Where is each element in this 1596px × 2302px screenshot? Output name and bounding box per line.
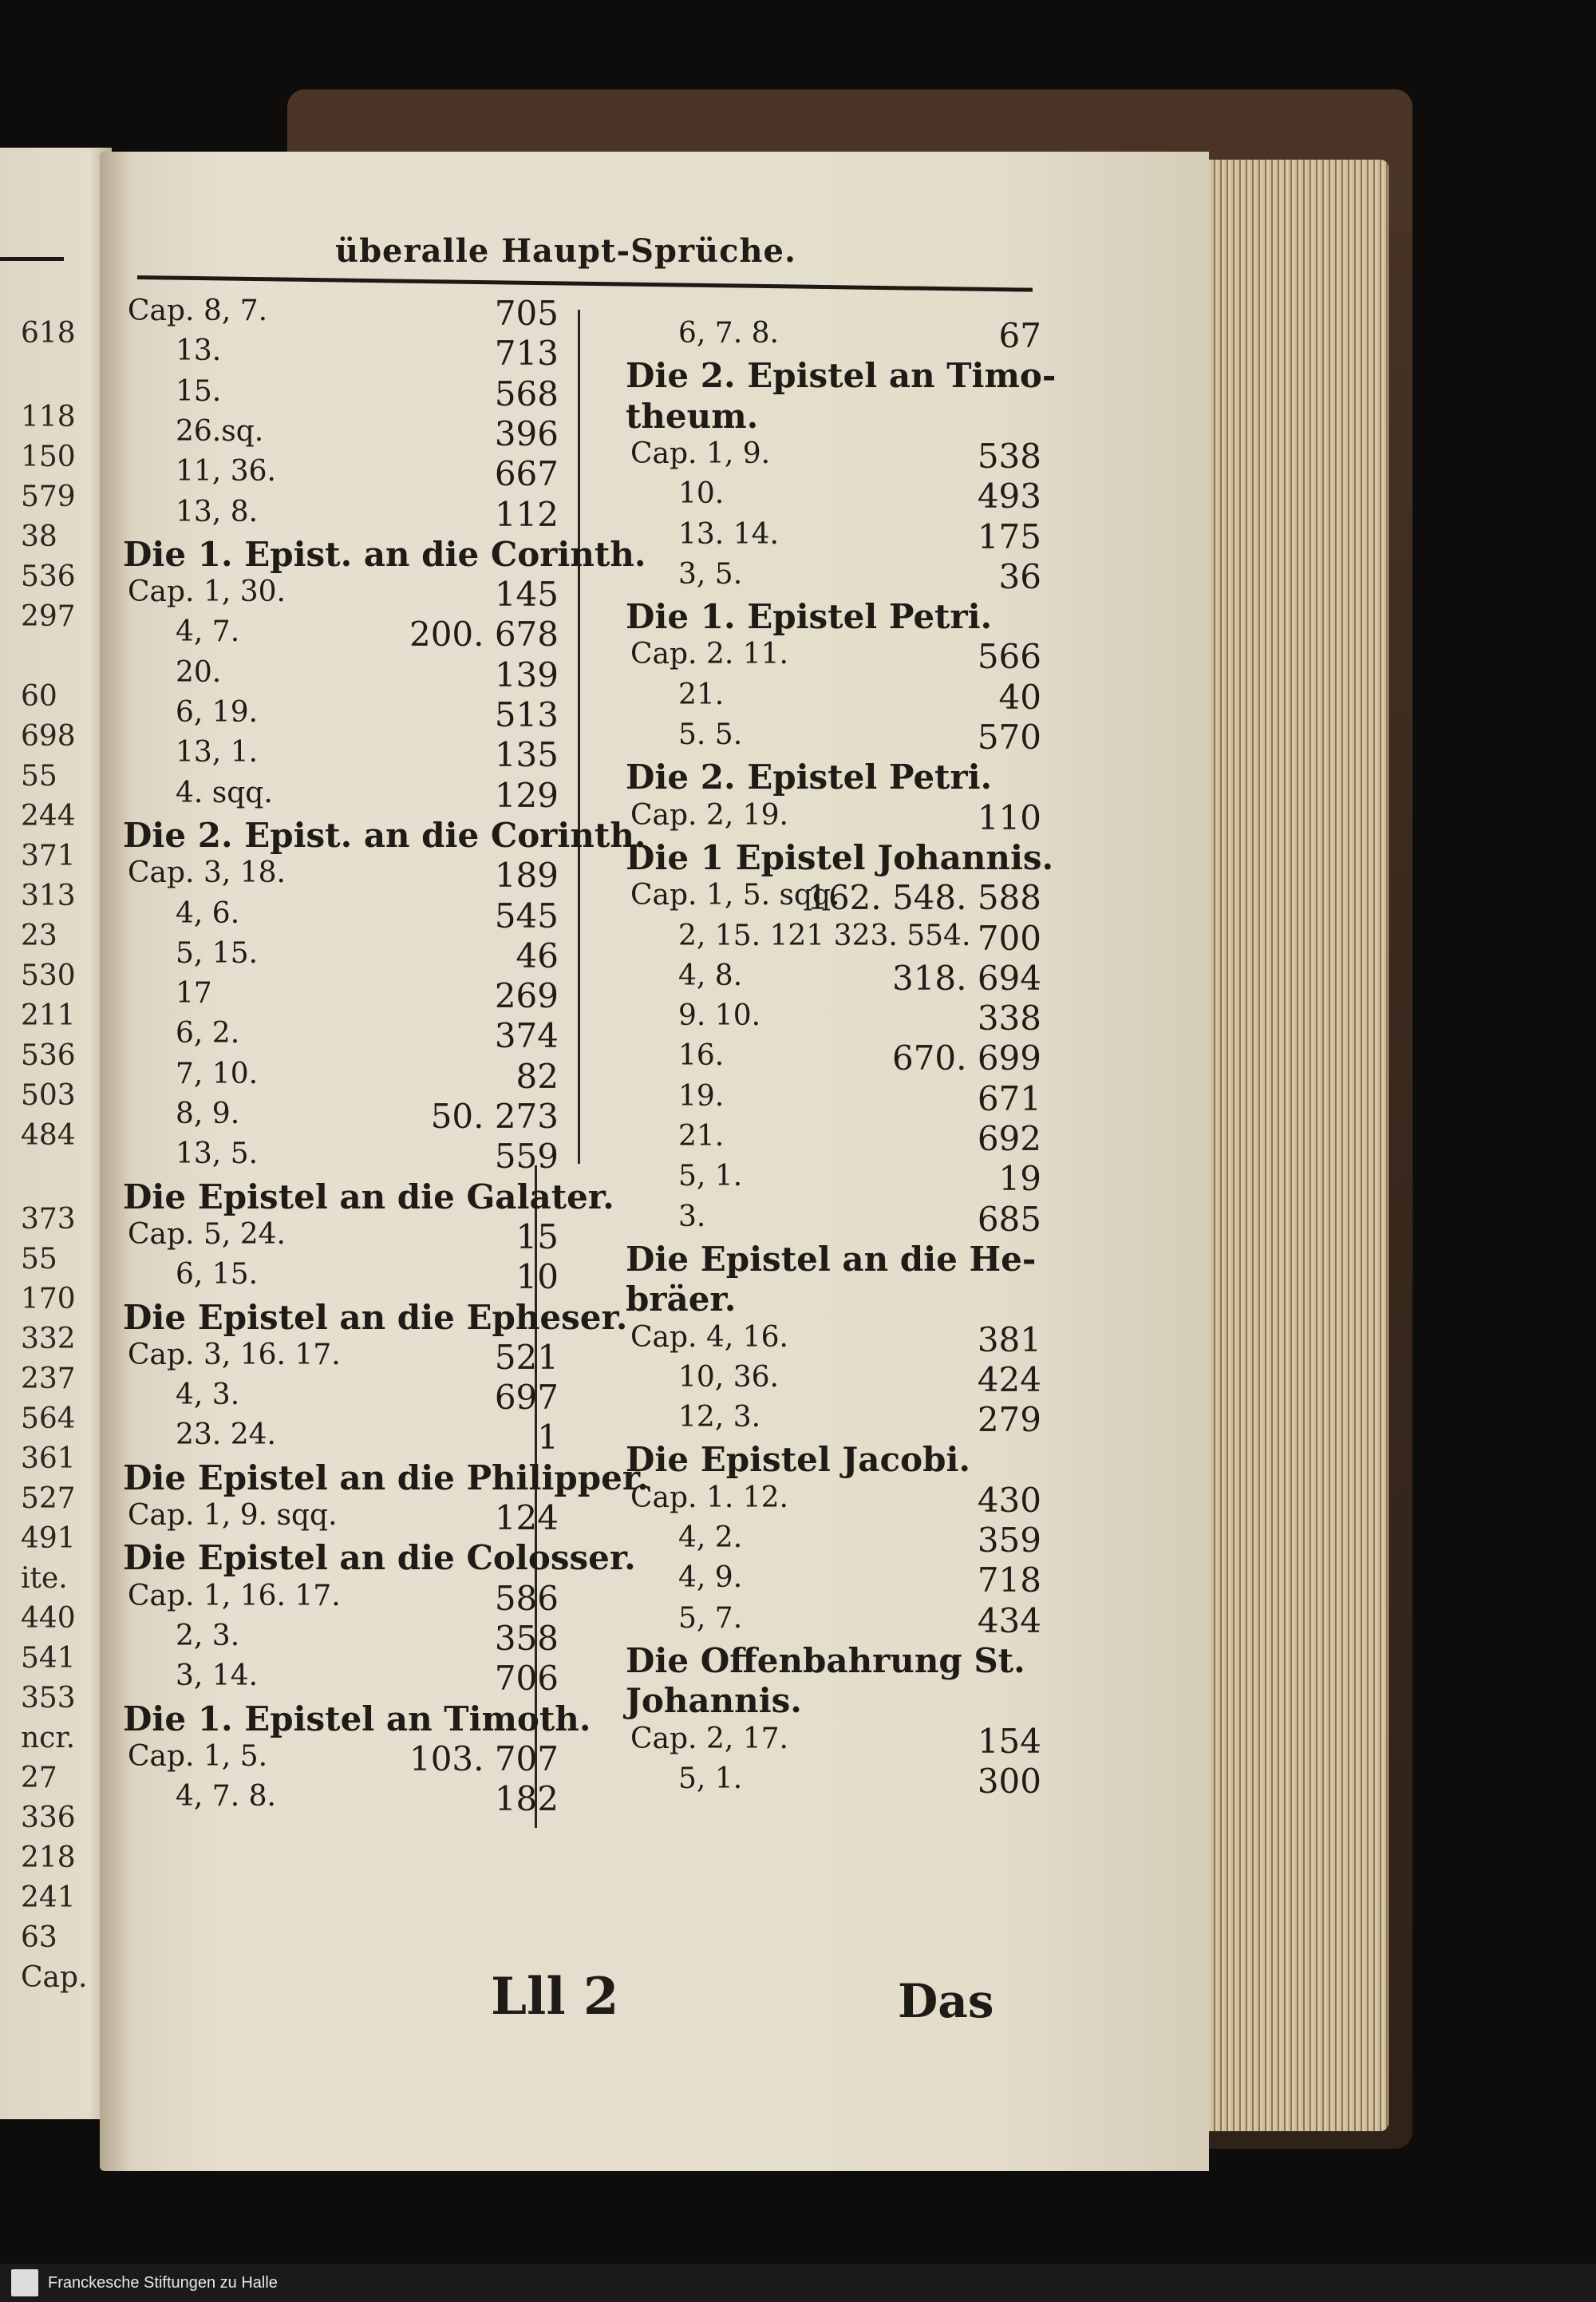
index-heading: Die Epistel Jacobi.: [626, 1440, 971, 1480]
page-reference: 568: [494, 374, 559, 413]
page-reference: 713: [494, 334, 559, 374]
index-heading: bräer.: [626, 1280, 737, 1319]
left-page-number: 244: [21, 800, 76, 833]
left-page-number: 503: [21, 1079, 76, 1112]
page-reference: 129: [494, 775, 559, 815]
page-reference: 670. 699: [891, 1038, 1041, 1078]
left-page-number: 332: [21, 1323, 76, 1355]
column-divider-top: [578, 310, 580, 1164]
index-entry: 2, 15. 121 323. 554.: [678, 919, 971, 952]
index-entry: 12, 3.: [678, 1401, 761, 1434]
index-entry: 19.: [678, 1079, 725, 1113]
page-reference: 67: [998, 316, 1041, 355]
index-entry: 5. 5.: [678, 718, 743, 751]
index-entry: 20.: [176, 655, 222, 689]
index-entry: 5, 1.: [678, 1762, 743, 1795]
page-reference: 124: [494, 1498, 559, 1537]
page-reference: 189: [494, 856, 559, 896]
page-reference: 103. 707: [409, 1738, 559, 1778]
page-reference: 318. 694: [891, 958, 1041, 998]
page-reference: 358: [494, 1618, 559, 1658]
page-reference: 424: [977, 1359, 1041, 1399]
page-reference: 570: [977, 718, 1041, 757]
index-entry: Cap. 1, 16. 17.: [128, 1579, 341, 1612]
page-reference: 374: [494, 1016, 559, 1056]
index-entry: 4, 9.: [678, 1561, 743, 1595]
left-page-number: 170: [21, 1283, 76, 1315]
index-entry: 16.: [678, 1039, 725, 1073]
page-reference: 19: [998, 1159, 1041, 1199]
index-entry: 5, 15.: [176, 936, 259, 970]
left-page-number: 211: [21, 999, 76, 1032]
left-page-number: 38: [21, 520, 57, 553]
index-heading: Die Offenbahrung St.: [626, 1640, 1025, 1680]
page-reference: 566: [977, 637, 1041, 677]
index-entry: 6, 2.: [176, 1017, 240, 1050]
index-entry: 8, 9.: [176, 1098, 240, 1130]
page-reference: 706: [494, 1659, 559, 1699]
page-reference: 381: [977, 1319, 1041, 1359]
index-entry: 6, 7. 8.: [678, 317, 779, 350]
left-page-number: 541: [21, 1642, 76, 1675]
attribution-text: Franckesche Stiftungen zu Halle: [48, 2274, 278, 2292]
index-entry: 6, 19.: [176, 696, 259, 729]
left-page-number: 361: [21, 1442, 76, 1475]
left-page-number: 241: [21, 1881, 76, 1914]
index-entry: 6, 15.: [176, 1258, 259, 1291]
index-entry: Cap. 3, 16. 17.: [128, 1338, 341, 1371]
index-heading: Johannis.: [626, 1681, 802, 1721]
index-entry: 10, 36.: [678, 1360, 779, 1394]
page-reference: 10: [516, 1257, 559, 1297]
index-entry: Cap. 8, 7.: [128, 295, 268, 327]
catchword: Das: [898, 1974, 994, 2028]
left-page-number: 527: [21, 1482, 76, 1515]
index-entry: 10.: [678, 477, 725, 511]
left-page-number: ite.: [21, 1562, 68, 1595]
left-page-number: 536: [21, 560, 76, 593]
index-entry: 26.sq.: [176, 414, 264, 448]
index-entry: 4, 6.: [176, 896, 240, 930]
institution-logo-icon: [11, 2269, 38, 2296]
index-entry: Cap. 1, 9.: [630, 437, 771, 470]
left-page-number: 218: [21, 1841, 76, 1874]
left-page-number: 336: [21, 1802, 76, 1834]
page-reference: 182: [494, 1779, 559, 1819]
index-entry: 21.: [678, 1120, 725, 1153]
index-entry: 4, 8.: [678, 959, 743, 992]
left-page-number: 237: [21, 1363, 76, 1395]
page-reference: 521: [494, 1337, 559, 1377]
index-entry: 5, 1.: [678, 1160, 743, 1193]
index-heading: Die Epistel an die Galater.: [123, 1177, 614, 1216]
left-page-number: 150: [21, 441, 76, 473]
page-reference: 36: [998, 556, 1041, 596]
index-entry: 13, 1.: [176, 736, 259, 769]
index-heading: Die 2. Epist. an die Corinth.: [123, 815, 646, 855]
page-reference: 269: [494, 976, 559, 1016]
index-entry: Cap. 2, 19.: [630, 798, 788, 832]
index-entry: 13, 8.: [176, 495, 259, 528]
left-page-number: 491: [21, 1522, 76, 1555]
left-page-number: 313: [21, 880, 76, 912]
index-heading: Die 1. Epistel an Timoth.: [123, 1699, 591, 1738]
index-entry: 17: [176, 977, 212, 1011]
index-entry: 2, 3.: [176, 1619, 240, 1652]
index-entry: 13. 14.: [678, 517, 779, 551]
left-page-number: 118: [21, 401, 76, 433]
page-reference: 50. 273: [430, 1097, 559, 1136]
left-page-number: 371: [21, 840, 76, 872]
page-reference: 110: [977, 797, 1041, 837]
left-page-number: 484: [21, 1119, 76, 1152]
index-heading: Die Epistel an die Philipper.: [123, 1458, 649, 1497]
page-reference: 705: [494, 294, 559, 333]
index-heading: Die Epistel an die Epheser.: [123, 1297, 628, 1337]
page-reference: 82: [516, 1056, 559, 1096]
index-entry: 4. sqq.: [176, 776, 273, 809]
index-heading: Die Epistel an die Colosser.: [123, 1538, 636, 1578]
index-entry: 4, 7.: [176, 615, 240, 649]
index-heading: Die 1. Epist. an die Corinth.: [123, 534, 646, 574]
index-entry: Cap. 1, 5.: [128, 1739, 268, 1773]
index-entry: 7, 10.: [176, 1057, 259, 1090]
page-reference: 586: [494, 1578, 559, 1618]
left-page-number: ncr.: [21, 1722, 76, 1754]
running-title: überalle Haupt-Sprüche.: [335, 232, 796, 270]
index-entry: 4, 2.: [678, 1521, 743, 1554]
page-reference: 175: [977, 516, 1041, 556]
left-page-number: 373: [21, 1203, 76, 1236]
left-page-number: 564: [21, 1402, 76, 1435]
page-reference: 338: [977, 999, 1041, 1038]
page-reference: 15: [516, 1216, 559, 1256]
page-reference: 538: [977, 436, 1041, 476]
page-reference: 145: [494, 575, 559, 615]
left-page-number: 55: [21, 1243, 57, 1276]
page-reference: 112: [494, 494, 559, 534]
page-reference: 559: [494, 1137, 559, 1177]
page-reference: 671: [977, 1078, 1041, 1118]
index-entry: 15.: [176, 374, 222, 408]
index-entry: Cap. 5, 24.: [128, 1217, 286, 1251]
index-entry: 11, 36.: [176, 455, 276, 488]
index-entry: Cap. 1, 30.: [128, 576, 286, 609]
signature-mark: Lll 2: [491, 1967, 619, 2027]
page-reference: 396: [494, 413, 559, 453]
index-entry: Cap. 4, 16.: [630, 1320, 788, 1354]
page-reference: 40: [998, 677, 1041, 717]
left-page-number: 23: [21, 920, 57, 952]
left-page-number: 579: [21, 481, 76, 513]
left-page-rule: [0, 257, 64, 261]
index-entry: 13.: [176, 334, 222, 368]
index-entry: 3.: [678, 1200, 706, 1233]
page-reference: 430: [977, 1480, 1041, 1520]
page-reference: 513: [494, 695, 559, 734]
left-page-number: 536: [21, 1039, 76, 1072]
page-reference: 135: [494, 735, 559, 775]
left-page-number: 27: [21, 1762, 57, 1794]
index-heading: Die 1 Epistel Johannis.: [626, 837, 1054, 877]
left-page-number: 698: [21, 720, 76, 753]
left-page-number: 297: [21, 600, 76, 633]
page-reference: 493: [977, 477, 1041, 516]
left-page-number: 63: [21, 1921, 57, 1954]
left-page-number: 55: [21, 760, 57, 793]
index-entry: Cap. 1, 9. sqq.: [128, 1499, 338, 1532]
index-heading: Die Epistel an die He-: [626, 1239, 1037, 1279]
left-page-number: 618: [21, 317, 76, 350]
index-heading: Die 1. Epistel Petri.: [626, 597, 993, 637]
index-entry: Cap. 2, 17.: [630, 1722, 788, 1755]
index-heading: theum.: [626, 396, 759, 436]
page-reference: 697: [494, 1378, 559, 1418]
index-entry: 5, 7.: [678, 1601, 743, 1635]
page-reference: 692: [977, 1119, 1041, 1158]
index-entry: 9. 10.: [678, 999, 761, 1033]
index-entry: Cap. 2. 11.: [630, 638, 788, 671]
index-entry: 23. 24.: [176, 1418, 276, 1452]
left-page-number: 353: [21, 1682, 76, 1715]
index-entry: 4, 3.: [176, 1378, 240, 1412]
page-reference: 200. 678: [409, 615, 559, 655]
page-reference: 139: [494, 655, 559, 694]
page-reference: 700: [977, 918, 1041, 958]
page-reference: 667: [494, 454, 559, 494]
page-reference: 162. 548. 588: [807, 878, 1041, 918]
page-reference: 434: [977, 1600, 1041, 1640]
index-entry: Cap. 3, 18.: [128, 856, 286, 890]
index-heading: Die 2. Epistel an Timo-: [626, 356, 1057, 396]
left-page-number: 440: [21, 1602, 76, 1635]
left-page-number: Cap.: [21, 1961, 88, 1994]
page-reference: 154: [977, 1721, 1041, 1761]
page-reference: 685: [977, 1199, 1041, 1239]
left-page-number: 60: [21, 680, 57, 713]
index-entry: 13, 5.: [176, 1137, 259, 1171]
page-reference: 359: [977, 1521, 1041, 1560]
index-entry: 3, 5.: [678, 557, 743, 591]
page-reference: 300: [977, 1761, 1041, 1801]
page-reference: 718: [977, 1560, 1041, 1600]
index-entry: 4, 7. 8.: [176, 1780, 276, 1814]
index-entry: 3, 14.: [176, 1659, 259, 1693]
left-page-number: 530: [21, 959, 76, 992]
index-entry: Cap. 1. 12.: [630, 1481, 788, 1514]
index-entry: Cap. 1, 5. sqq.: [630, 879, 840, 912]
page-reference: 46: [516, 935, 559, 975]
page-reference: 1: [537, 1418, 559, 1458]
index-entry: 21.: [678, 678, 725, 711]
page-reference: 279: [977, 1400, 1041, 1440]
index-heading: Die 2. Epistel Petri.: [626, 757, 993, 797]
page-reference: 545: [494, 896, 559, 935]
